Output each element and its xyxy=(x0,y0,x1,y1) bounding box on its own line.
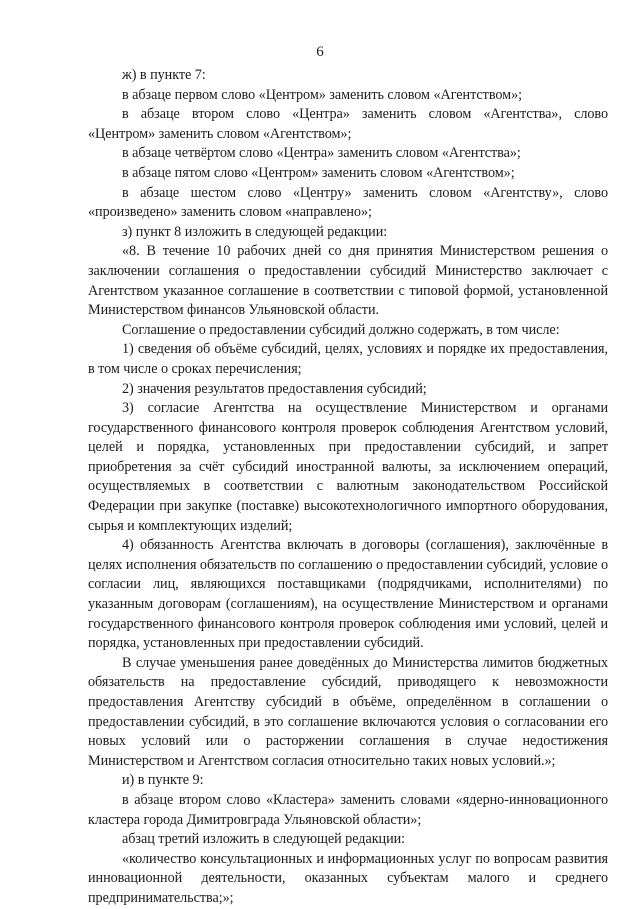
paragraph: ж) в пункте 7: xyxy=(122,67,206,83)
document-body xyxy=(88,66,608,909)
paragraph: и) в пункте 9: xyxy=(122,772,204,789)
paragraph: 1) сведения об объёме субсидий, целях, условиях и порядке их предоставления, в том числе о сроках перечисления; xyxy=(88,341,608,377)
paragraph: 2) значения результатов предоставления субсидий; xyxy=(122,380,427,397)
paragraph: абзац третий изложить в следующей редакции: xyxy=(122,831,406,848)
paragraph: 4) обязанность Агентства включать в договоры (соглашения), заключённые в целях исполнения обязательств по соглашению о предоставлении субсидий, условие о согласии лиц, являющихся поставщиками (подрядчиками, исполнителями) по указанным договорам (соглашениям), на осуществление Министерством и органами государственного финансового контроля проверок соблюдения ими условий, целей и порядка, установленных при предоставлении субсидий. xyxy=(88,537,608,652)
paragraph: Соглашение о предоставлении субсидий должно содержать, в том числе: xyxy=(122,321,560,338)
paragraph: в абзаце четвёртом слово «Центра» заменить словом «Агентства»; xyxy=(122,145,521,162)
paragraph: 3) согласие Агентства на осуществление Министерством и органами государственного финансового контроля проверок соблюдения Агентством условий, целей и порядка, установленных при предоставлении субсидий, и запрет приобретения за счёт субсидий иностранной валюты, за исключением операций, осуществляемых в соответствии с валютным законодательством Российской Федерации при закупке (поставке) высокотехнологичного импортного оборудования, сырья и комплектующих изделий; xyxy=(88,400,608,534)
paragraph: в абзаце шестом слово «Центру» заменить словом «Агентству», слово «произведено» заменить словом «направлено»; xyxy=(88,184,608,221)
paragraph: в абзаце первом слово «Центром» заменить словом «Агентством»; xyxy=(122,86,523,103)
paragraph: В случае уменьшения ранее доведённых до Министерства лимитов бюджетных обязательств на предоставление субсидий, приводящего к невозможности предоставления Агентству субсидий в объёме, определённом в соглашении о предоставлении субсидий, в это соглашение включаются условия о согласовании его новых условий или о расторжении соглашения в случае недостижения Министерством и Агентством согласия относительно таких новых условий.»; xyxy=(88,654,608,769)
paragraph: «8. В течение 10 рабочих дней со дня принятия Министерством решения о заключении соглашения о предоставлении субсидий Министерство заключает с Агентством указанное соглашение в соответствии с типовой формой, установленной Министерством финансов Ульяновской области. xyxy=(88,243,608,319)
paragraph: з) пункт 8 изложить в следующей редакции: xyxy=(122,223,388,240)
paragraph: «количество консультационных и информационных услуг по вопросам развития инновационной деятельности, оказанных субъектам малого и среднего предпринимательства;»; xyxy=(88,850,608,906)
page-number: 6 xyxy=(316,44,324,60)
paragraph: в абзаце пятом слово «Центром» заменить словом «Агентством»; xyxy=(122,164,515,181)
paragraph: в абзаце втором слово «Кластера» заменить словами «ядерно-инновационного кластера города Димитровграда Ульяновской области»; xyxy=(88,791,608,828)
paragraph: в абзаце втором слово «Центра» заменить словом «Агентства», слово «Центром» заменить словом «Агентством»; xyxy=(88,106,608,142)
